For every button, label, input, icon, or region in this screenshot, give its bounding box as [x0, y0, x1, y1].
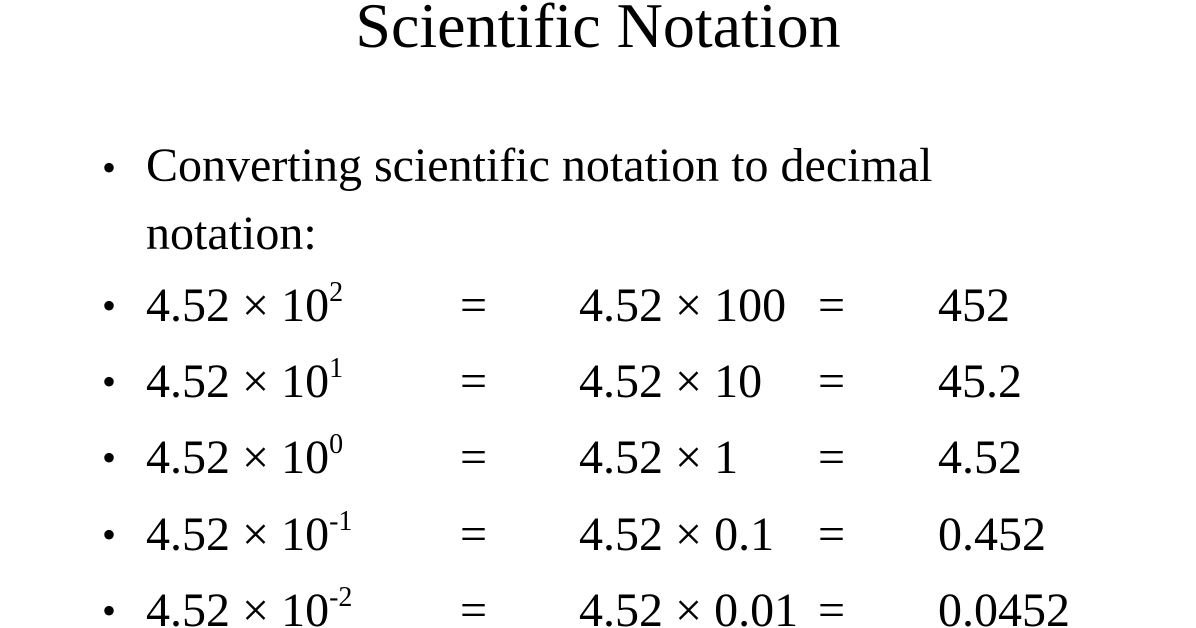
exponent: 1: [329, 353, 344, 384]
base: 4.52 × 10: [146, 584, 330, 628]
scientific-form: [146, 352, 343, 412]
decimal-result: 45.2: [938, 355, 1022, 408]
decimal-result: 0.452: [938, 508, 1046, 561]
expanded-form: 4.52 × 0.1: [579, 508, 775, 561]
conversion-row: [0, 505, 1196, 565]
bullet-icon: •: [102, 435, 117, 480]
base: 4.52 × 10: [146, 431, 330, 484]
equals-sign: =: [460, 279, 488, 332]
bullet-icon: •: [102, 283, 117, 328]
bullet-icon: •: [102, 588, 117, 628]
equals-sign: =: [818, 431, 846, 484]
equals-sign: =: [818, 279, 846, 332]
equals-sign: =: [818, 508, 846, 561]
base: 4.52 × 10: [146, 355, 330, 408]
scientific-form: [146, 581, 352, 628]
intro-text-line-2: notation:: [146, 207, 317, 260]
base: 4.52 × 10: [146, 279, 330, 332]
intro-text-line-1: Converting scientific notation to decimal: [146, 139, 933, 192]
conversion-row: [0, 352, 1196, 412]
expanded-form: 4.52 × 1: [579, 431, 739, 484]
equals-sign: =: [460, 355, 488, 408]
scientific-form: [146, 428, 343, 488]
bullet-icon: •: [102, 512, 117, 557]
scientific-form: [146, 276, 343, 336]
equals-sign: =: [460, 431, 488, 484]
slide-title: Scientific Notation: [355, 0, 841, 61]
bullet-icon: •: [102, 359, 117, 404]
decimal-result: 0.0452: [938, 584, 1070, 628]
equals-sign: =: [460, 508, 488, 561]
conversion-row: [0, 428, 1196, 488]
expanded-form: 4.52 × 10: [579, 355, 763, 408]
base: 4.52 × 10: [146, 508, 330, 561]
decimal-result: 4.52: [938, 431, 1022, 484]
exponent: 0: [329, 429, 344, 460]
equals-sign: =: [460, 584, 488, 628]
conversion-row: [0, 276, 1196, 336]
equals-sign: =: [818, 355, 846, 408]
bullet-icon: •: [102, 145, 117, 190]
exponent: 2: [329, 277, 344, 308]
expanded-form: 4.52 × 0.01: [579, 584, 799, 628]
exponent: -1: [329, 506, 353, 537]
exponent: -2: [329, 582, 353, 613]
scientific-form: [146, 505, 352, 565]
equals-sign: =: [818, 584, 846, 628]
decimal-result: 452: [938, 279, 1010, 332]
expanded-form: 4.52 × 100: [579, 279, 787, 332]
conversion-row: [0, 581, 1196, 628]
